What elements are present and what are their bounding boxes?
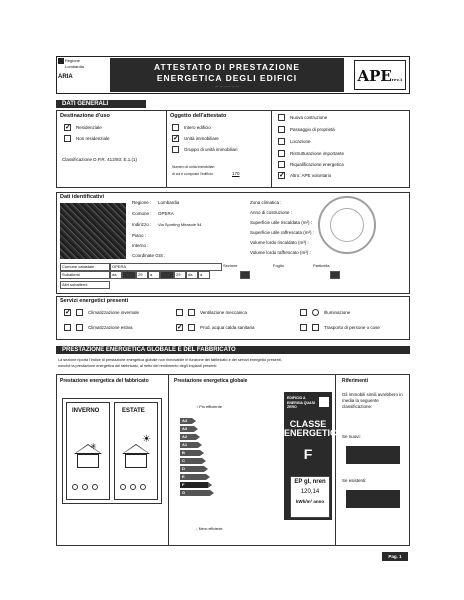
- class-arrow-f: F: [180, 482, 208, 488]
- volume-raffrescato-label: Volume lordo raffrescato (m³) :: [250, 250, 311, 255]
- ristrutturazione-checkbox[interactable]: [278, 150, 285, 157]
- trasporto-label: Trasporto di persone o cose: [324, 325, 380, 330]
- altro-checkbox[interactable]: ✓: [279, 172, 285, 179]
- acqua-calda-label: Prod. acqua calda sanitaria: [200, 325, 255, 330]
- sezione-label: Sezione: [223, 263, 238, 268]
- building-photo: [60, 203, 126, 259]
- house-roof-icon: [74, 444, 102, 454]
- coordinate-gis-label: Coordinate GIS :: [132, 253, 166, 258]
- intero-edificio-checkbox[interactable]: [172, 124, 179, 131]
- se-esistenti-label: Se esistenti:: [342, 478, 367, 483]
- classe-energetica-label: CLASSE ENERGETICA: [284, 419, 344, 438]
- region-logo: [58, 58, 104, 92]
- residenziale-checkbox[interactable]: ✓: [65, 124, 71, 131]
- clim-invernale-label: Climatizzazione invernale: [88, 310, 140, 315]
- volume-riscaldato-label: Volume lordo riscaldato (m³) :: [250, 240, 309, 245]
- altri-subalterni-label: Altri subalterni: [60, 281, 110, 289]
- aria-logo-text: ARIA: [58, 74, 73, 80]
- riferimenti-title: Riferimenti: [342, 378, 369, 384]
- clim-invernale-checkbox[interactable]: ✓: [65, 309, 71, 316]
- oggetto-title: Oggetto dell'attestato: [170, 113, 227, 119]
- unita-immobiliare-checkbox[interactable]: ✓: [173, 135, 179, 142]
- subalterni-a-value: 29: [174, 271, 186, 279]
- fabbricato-title: Prestazione energetica del fabbricato: [60, 378, 149, 384]
- prestazione-intro: nonché la prestazione energetica del fabbricato, al netto del rendimento degli impianti presenti.: [58, 364, 218, 368]
- comune-label: Comune :: [132, 211, 152, 216]
- document-title: [110, 58, 344, 92]
- stamp-seal: [318, 196, 376, 254]
- residenziale-label: Residenziale: [76, 125, 102, 130]
- riqualificazione-checkbox[interactable]: [278, 161, 285, 168]
- bulb-icon: [312, 309, 319, 316]
- title-line: ENERGETICA DEGLI EDIFICI: [156, 73, 298, 83]
- redacted-cell: [160, 271, 174, 279]
- di-cui-value: 170: [232, 171, 240, 176]
- house-summer-icon: [125, 454, 147, 468]
- section-bar-dati-generali: DATI GENERALI: [56, 100, 146, 108]
- house-roof-icon: [122, 444, 150, 454]
- regione-label: Regione :: [132, 200, 152, 205]
- redacted-cell: [330, 271, 340, 279]
- di-cui-label: di cui è composto l'edificio:: [172, 172, 214, 176]
- smiley-icon: [92, 484, 98, 490]
- ape-logo: [354, 60, 406, 90]
- indirizzo-label: Indirizzo :: [132, 222, 152, 227]
- superficie-riscaldata-label: Superficie utile riscaldata (m²) :: [250, 220, 313, 225]
- meno-efficiente-label: Meno efficiente: [198, 527, 223, 531]
- se-nuovi-label: Se nuovi:: [342, 434, 361, 439]
- nuova-costruzione-checkbox[interactable]: [278, 114, 285, 121]
- particella-label: Particella: [313, 263, 330, 268]
- redacted-cell: [122, 271, 136, 279]
- dati-identificativi-title: Dati identificativi: [60, 194, 105, 200]
- locazione-checkbox[interactable]: [278, 138, 285, 145]
- class-arrow-a3: A3: [180, 426, 194, 432]
- classe-energetica-value: F: [303, 446, 313, 462]
- subalterni-a-label: a: [198, 271, 210, 279]
- trasporto-checkbox[interactable]: [300, 324, 307, 331]
- passaggio-label: Passaggio di proprietà: [290, 127, 335, 132]
- nzeb-checkbox[interactable]: [319, 397, 329, 407]
- class-arrow-a2: A2: [180, 434, 196, 440]
- clim-estiva-label: Climatizzazione estiva: [88, 325, 133, 330]
- redacted-cell: [240, 271, 250, 279]
- subalterni-da-value: 29: [136, 271, 148, 279]
- riferimenti-text: Gli immobili simili avrebbero in media la seguente classificazione:: [342, 392, 403, 409]
- section-bar-prestazione: PRESTAZIONE ENERGETICA GLOBALE E DEL FABBRICATO: [56, 346, 410, 354]
- clim-estiva-checkbox[interactable]: [64, 324, 71, 331]
- smiley-icon: [72, 484, 78, 490]
- faucet-icon: [188, 324, 195, 331]
- anno-costruzione-label: Anno di costruzione :: [250, 210, 293, 215]
- snowflake-icon: ✳: [90, 442, 97, 451]
- locazione-label: Locazione: [290, 139, 311, 144]
- logo-text: Lombardia: [65, 64, 84, 69]
- estate-label: ESTATE: [122, 408, 145, 414]
- classificazione-dpr: Classificazione D.P.R. 412/93: E.1.(1): [62, 157, 137, 162]
- ep-value: 120,14: [300, 489, 320, 495]
- class-arrow-a1: A1: [180, 442, 198, 448]
- superficie-raffrescata-label: Superficie utile raffrescata (m²) :: [250, 230, 314, 235]
- subalterni-da-label: da: [186, 271, 198, 279]
- se-nuovi-box: [346, 446, 400, 464]
- numero-unita-label: Numero di unità immobiliari: [172, 165, 215, 169]
- piu-efficiente-label: Più efficiente: [199, 404, 222, 409]
- smiley-icon: [140, 484, 146, 490]
- illuminazione-label: Illuminazione: [324, 310, 351, 315]
- sun-icon: ☀: [142, 434, 151, 445]
- ep-unit: kWh/m² anno: [295, 499, 325, 504]
- ventilazione-label: Ventilazione meccanica: [200, 310, 248, 315]
- piano-label: Piano :: [132, 233, 147, 238]
- piu-efficiente: ↑ Più efficiente: [196, 404, 222, 409]
- ristrutturazione-label: Ristrutturazione importante: [290, 151, 345, 156]
- radiator-icon: [76, 309, 83, 316]
- meno-efficiente: ↓ Meno efficiente: [196, 527, 223, 531]
- house-winter-icon: [77, 454, 99, 468]
- zona-climatica-label: Zona climatica :: [250, 200, 282, 205]
- regione-value: Lombardia: [158, 200, 180, 205]
- ventilazione-checkbox[interactable]: [176, 309, 183, 316]
- illuminazione-checkbox[interactable]: [300, 309, 307, 316]
- smiley-icon: [130, 484, 136, 490]
- inverno-label: INVERNO: [72, 408, 100, 414]
- smiley-icon: [82, 484, 88, 490]
- foglio-label: Foglio: [273, 263, 284, 268]
- non-residenziale-label: Non residenziale: [76, 136, 110, 141]
- elevator-icon: [312, 324, 319, 331]
- unita-immobiliare-label: Unità immobiliare: [184, 136, 219, 141]
- nuova-costruzione-label: Nuova costruzione: [290, 115, 328, 120]
- comune-catastale-label: Comune catastale: [60, 263, 110, 271]
- se-esistenti-box: [346, 490, 400, 508]
- class-arrow-c: C: [180, 458, 202, 464]
- ape-sub: rev.1: [391, 77, 403, 82]
- logo-text: Regione: [65, 58, 80, 64]
- prestazione-intro: La sezione riporta l'indice di prestazione energetica globale non rinnovabile in funzione del fabbricato e dei servizi energetici presenti,: [58, 358, 282, 362]
- class-arrow-a4: A4: [180, 418, 192, 424]
- class-arrow-g: G: [180, 490, 210, 496]
- snowflake-icon: [76, 324, 83, 331]
- smiley-icon: [120, 484, 126, 490]
- acqua-calda-checkbox[interactable]: ✓: [177, 324, 183, 331]
- comune-value: OPERA: [158, 211, 174, 216]
- globale-title: Prestazione energetica globale: [174, 378, 248, 384]
- class-arrow-e: E: [180, 474, 206, 480]
- ape-text: APE: [357, 67, 392, 85]
- ep-label: EP gl, nren: [294, 479, 326, 485]
- gruppo-unita-label: Gruppo di unità immobiliari: [184, 147, 238, 152]
- riqualificazione-label: Riqualificazione energetica: [290, 162, 344, 167]
- ep-box: [290, 476, 330, 518]
- destinazione-title: Destinazione d'uso: [60, 113, 110, 119]
- fan-icon: [188, 309, 195, 316]
- nzeb-label: EDIFICIO A ENERGIA QUASI ZERO: [287, 396, 315, 409]
- title-line: ATTESTATO DI PRESTAZIONE: [154, 62, 300, 72]
- interno-label: Interno :: [132, 243, 149, 248]
- class-arrow-b: B: [180, 450, 200, 456]
- subalterni-da-label: da: [110, 271, 122, 279]
- gruppo-unita-checkbox[interactable]: [172, 146, 179, 153]
- indirizzo-value: Via Sporting Mirasole 54: [158, 222, 202, 227]
- intero-edificio-label: Intero edificio: [184, 125, 211, 130]
- comune-catastale-value: OPERA: [110, 263, 222, 271]
- servizi-title: Servizi energetici presenti: [60, 298, 129, 304]
- passaggio-checkbox[interactable]: [278, 126, 285, 133]
- subalterni-a-label: a: [148, 271, 160, 279]
- page-number: Pag. 1: [382, 552, 408, 561]
- non-residenziale-checkbox[interactable]: [64, 135, 71, 142]
- altro-label: Altro: APE volontario: [290, 173, 332, 178]
- subalterni-label: Subalterni: [60, 271, 110, 279]
- class-arrow-d: D: [180, 466, 204, 472]
- title-subtitle: ··· ···············: [214, 84, 240, 89]
